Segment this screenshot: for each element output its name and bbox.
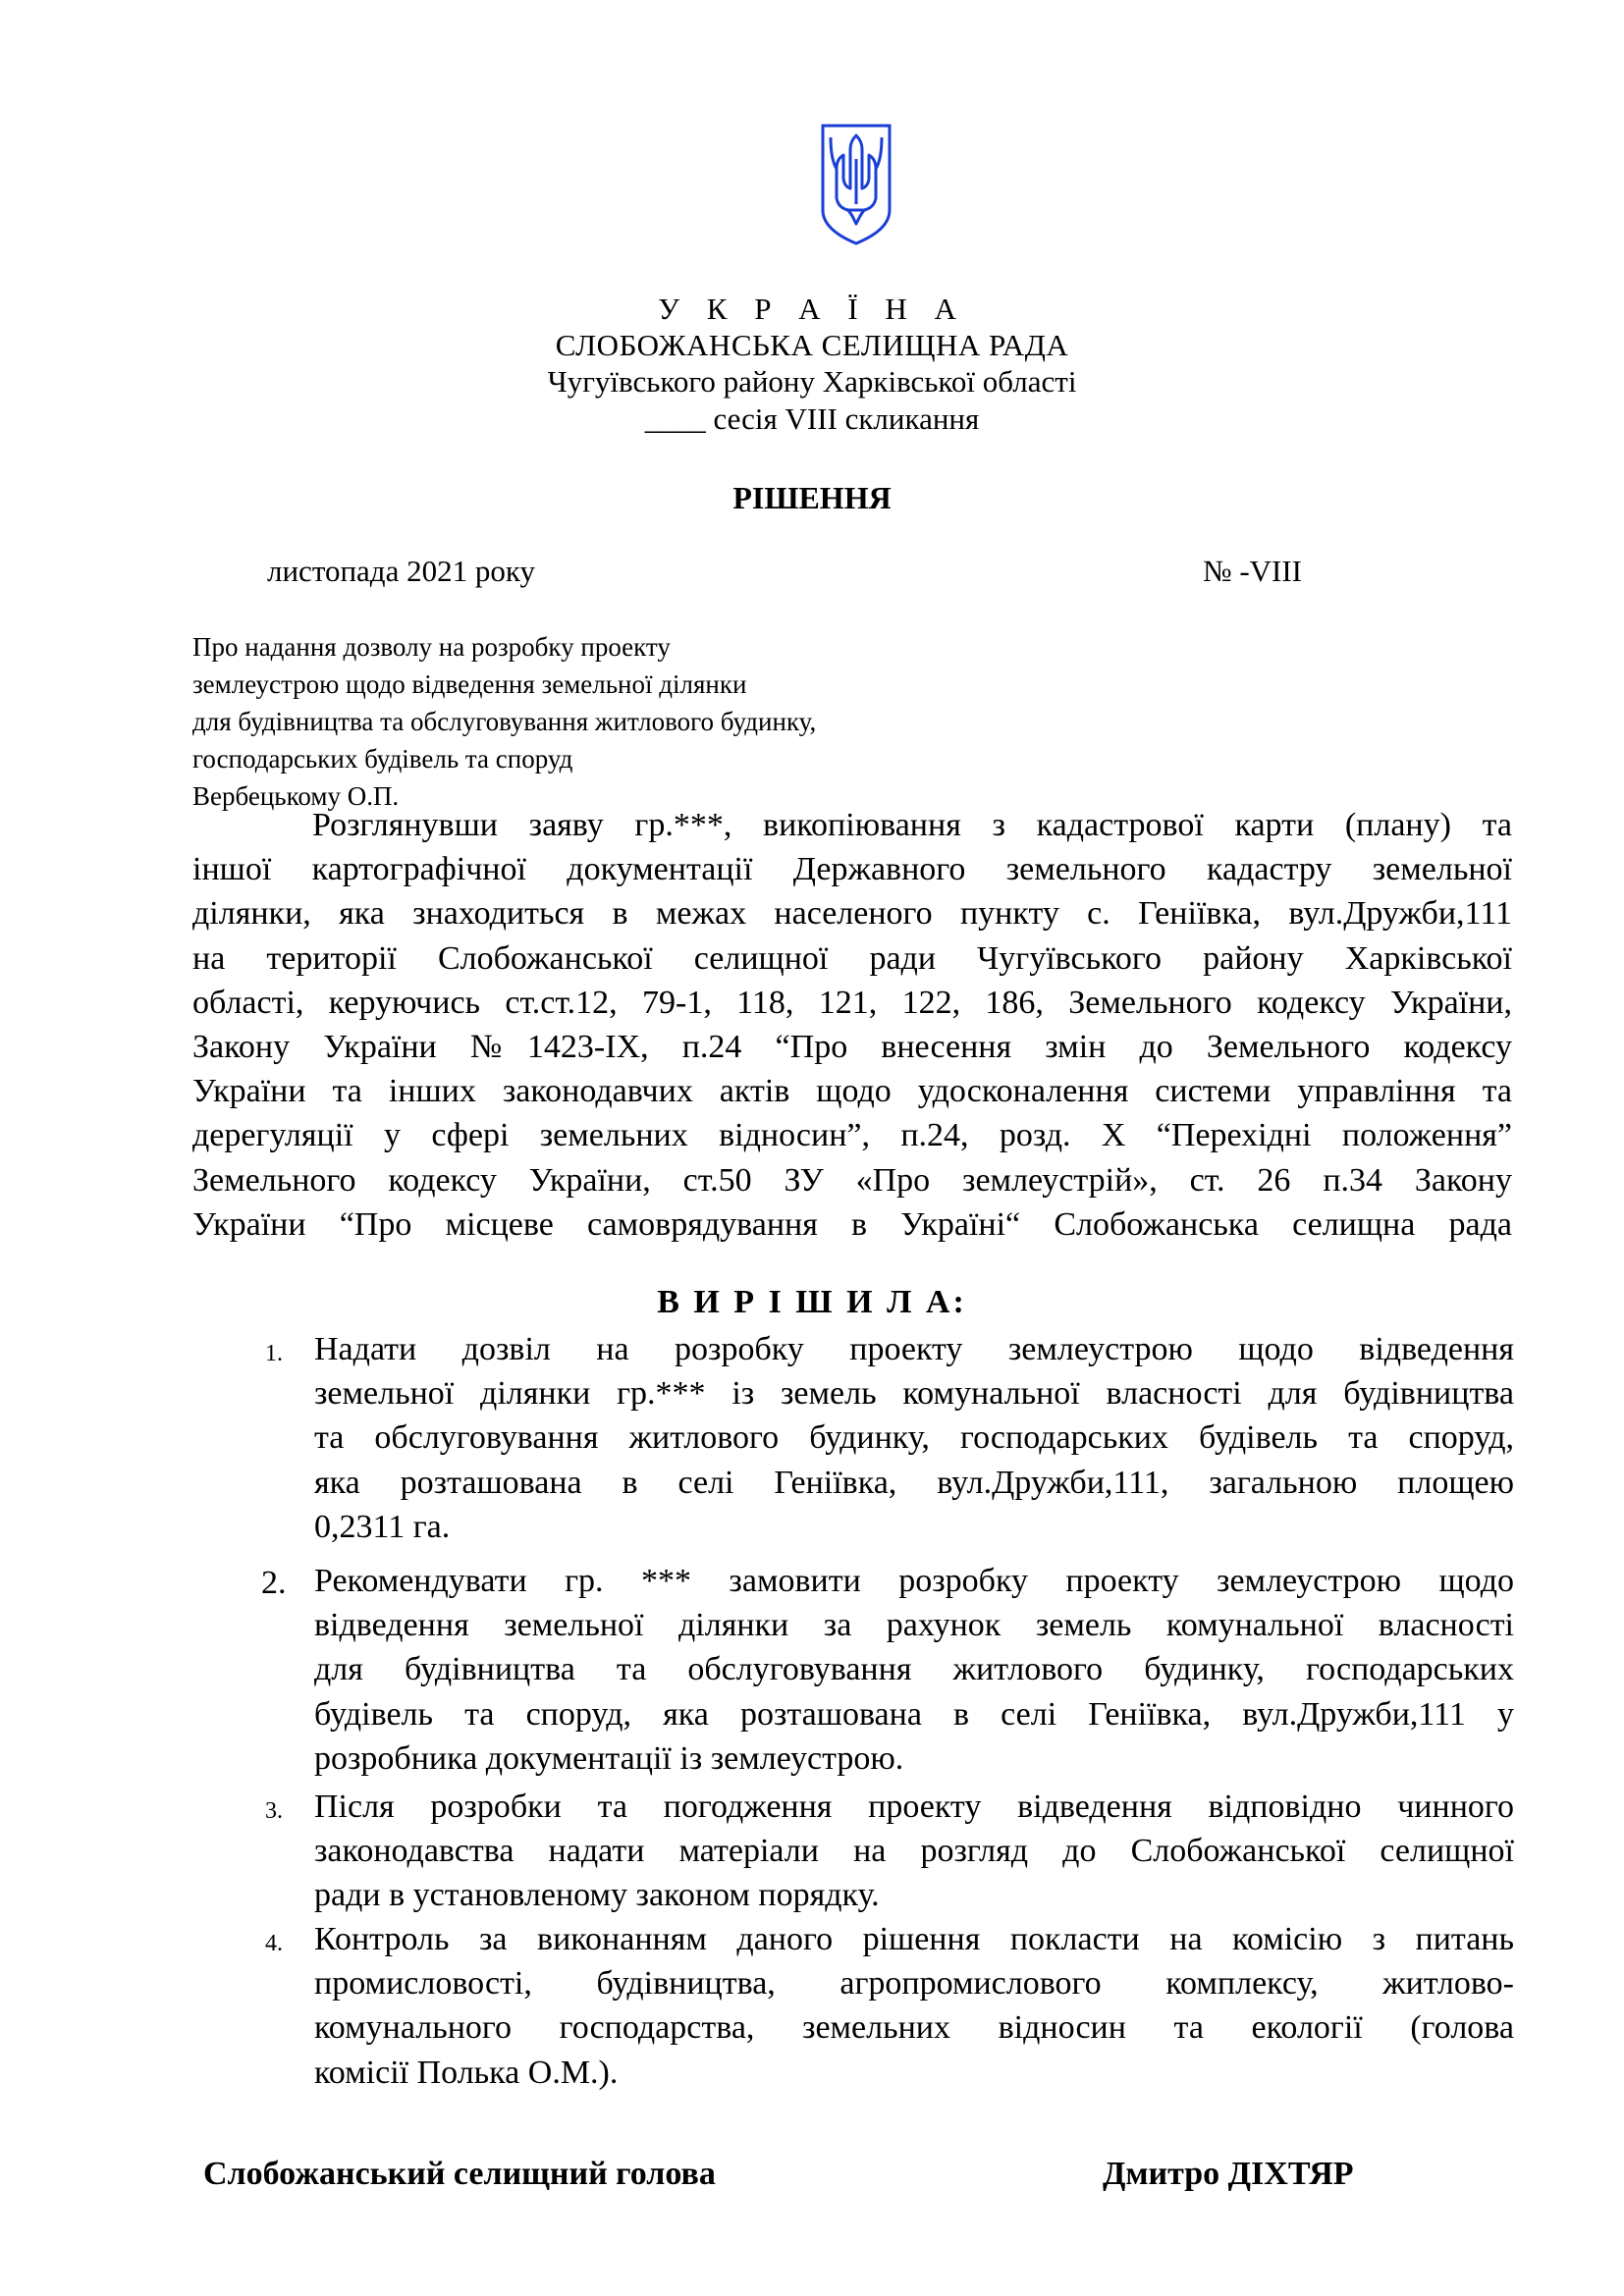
subject-line: для будівництва та обслуговування житлового будинку, (192, 707, 817, 736)
preamble-line: Розглянувши заяву гр.***, викопіювання з кадастрової карти (плану) та (312, 807, 1512, 843)
item-line: будівель та споруд, яка розташована в селі Геніївка, вул.Дружби,111 у (314, 1695, 1514, 1733)
preamble-line: дерегуляції у сфері земельних відносин”, п.24, розд. Х “Перехідні положення” (192, 1117, 1512, 1154)
council-name: СЛОБОЖАНСЬКА СЕЛИЩНА РАДА (555, 328, 1069, 362)
date-line: листопада 2021 року (267, 554, 535, 588)
subject-line: господарських будівель та споруд (192, 744, 573, 774)
subject-line: Вербецькому О.П. (192, 781, 400, 811)
decision-item (314, 1327, 1514, 1549)
item-line: земельної ділянки гр.*** із земель комунальної власності для будівництва (314, 1375, 1514, 1413)
item-line: та обслуговування житлового будинку, господарських будівель та споруд, (314, 1419, 1514, 1457)
signature-name: Дмитро ДІХТЯР (1103, 2156, 1354, 2192)
item-number: 2. (261, 1565, 287, 1601)
preamble-line: ділянки, яка знаходиться в межах населеного пункту с. Геніївка, вул.Дружби,111 (192, 895, 1512, 933)
item-line: Після розробки та погодження проекту відведення відповідно чинного (314, 1789, 1514, 1825)
item-number: 3. (265, 1798, 283, 1824)
decided-heading: В И Р І Ш И Л А: (657, 1284, 967, 1320)
coat-of-arms-icon (817, 120, 895, 247)
number-line: № -VIII (1203, 554, 1303, 588)
item-line: яка розташована в селі Геніївка, вул.Дружби,111, загальною площею (314, 1464, 1514, 1501)
preamble (192, 803, 1512, 1247)
preamble-line: Земельного кодексу України, ст.50 ЗУ «Про землеустрій», ст. 26 п.34 Закону (192, 1161, 1512, 1199)
document-title: РІШЕННЯ (732, 480, 892, 515)
preamble-line: Закону України №1423-IX, п.24 “Про внесення змін до Земельного кодексу (192, 1029, 1512, 1066)
country-name: У К Р А Ї Н А (658, 292, 966, 326)
preamble-line: іншої картографічної документації Державного земельного кадастру земельної (192, 851, 1512, 888)
decision-item (314, 1785, 1514, 1918)
item-line: Надати дозвіл на розробку проекту землеустрою щодо відведення (314, 1331, 1514, 1367)
item-line: відведення земельної ділянки за рахунок земель комунальної власності (314, 1607, 1514, 1644)
preamble-line: області, керуючись ст.ст.12, 79-1, 118, 121, 122, 186, Земельного кодексу України, (192, 984, 1512, 1021)
item-line: комунального господарства, земельних відносин та екології (голова (314, 2009, 1514, 2047)
item-line: для будівництва та обслуговування житлового будинку, господарських (314, 1651, 1514, 1688)
session-line: ____ сесія VIII скликання (644, 401, 980, 436)
item-line: 0,2311 га. (314, 1508, 451, 1545)
item-number: 1. (265, 1341, 283, 1366)
preamble-line: України “Про місцеве самоврядування в Україні“ Слобожанська селищна рада (192, 1205, 1512, 1243)
item-line: розробника документації із землеустрою. (314, 1739, 904, 1777)
item-line: промисловості, будівництва, агропромислового комплексу, житлово- (314, 1965, 1514, 2002)
item-line: Контроль за виконанням даного рішення покласти на комісію з питань (314, 1921, 1514, 1957)
preamble-line: на території Слобожанської селищної ради Чугуївського району Харківської (192, 939, 1512, 977)
item-line: комісії Полька О.М.). (314, 2054, 619, 2091)
item-line: Рекомендувати гр. *** замовити розробку проекту землеустрою щодо (314, 1563, 1514, 1599)
signature-position: Слобожанський селищний голова (203, 2156, 716, 2192)
district-name: Чугуївського району Харківської області (547, 364, 1077, 399)
decision-item (314, 1917, 1514, 2095)
subject-line: Про надання дозволу на розробку проекту (192, 632, 671, 662)
item-number: 4. (265, 1931, 283, 1956)
decision-item (314, 1559, 1514, 1781)
subject-block (192, 628, 816, 815)
item-line: ради в установленому законом порядку. (314, 1877, 880, 1914)
subject-line: землеустрою щодо відведення земельної ділянки (192, 669, 747, 699)
item-line: законодавства надати матеріали на розгляд до Слобожанської селищної (314, 1833, 1514, 1870)
preamble-line: України та інших законодавчих актів щодо удосконалення системи управління та (192, 1073, 1512, 1110)
